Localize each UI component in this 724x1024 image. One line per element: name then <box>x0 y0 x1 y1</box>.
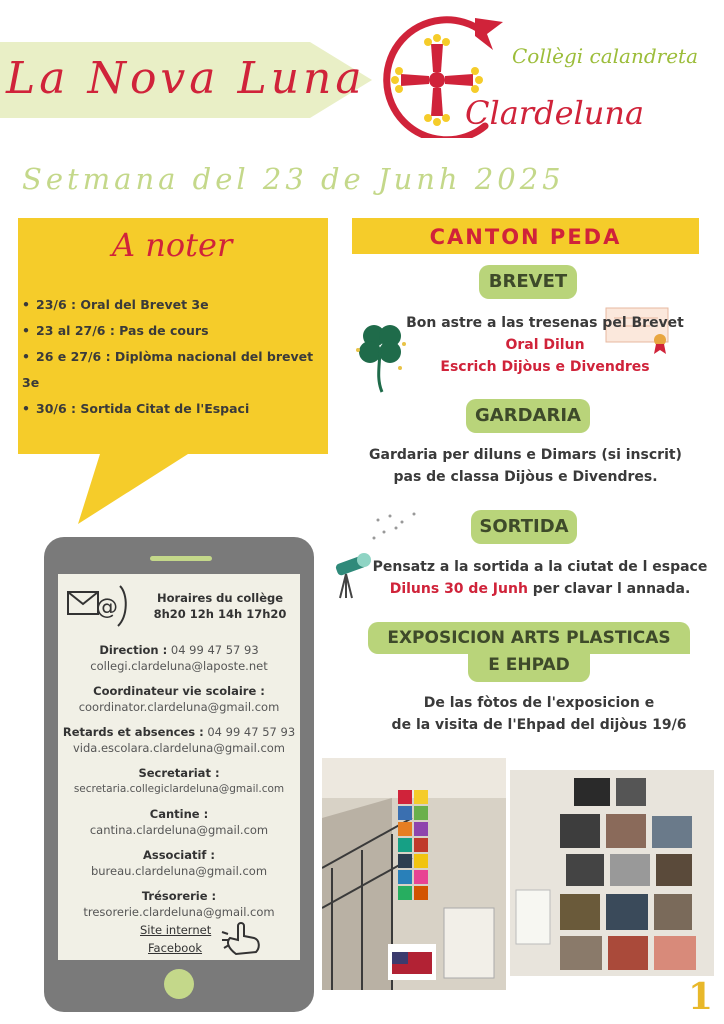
contact-list <box>58 642 300 920</box>
brevet-line1: Bon astre a las tresenas pel Brevet <box>406 315 684 331</box>
notes-list <box>22 292 332 422</box>
facebook-link[interactable]: Facebook <box>148 941 203 955</box>
hours-value: 8h20 12h 14h 17h20 <box>153 607 287 621</box>
retards-label: Retards et absences : <box>62 725 204 739</box>
retards-phone[interactable]: 04 99 47 57 93 <box>203 725 296 739</box>
page-title: La Nova Luna <box>6 53 366 104</box>
expo-label-line2: E EHPAD <box>488 655 570 675</box>
pointing-hand-icon <box>218 918 264 958</box>
sortida-line2: per clavar l annada. <box>527 581 691 597</box>
gardaria-line2: pas de classa Dijòus e Divendres. <box>393 469 658 485</box>
cantine-email[interactable]: cantina.clardeluna@gmail.com <box>89 823 269 837</box>
sortida-label: SORTIDA <box>471 510 577 544</box>
week-heading: Setmana del 23 de Junh 2025 <box>22 162 565 196</box>
treso-email[interactable]: tresorerie.clardeluna@gmail.com <box>83 905 275 919</box>
gardaria-line1: Gardaria per diluns e Dimars (si inscrit) <box>369 447 682 463</box>
note-item: • 23 al 27/6 : Pas de cours <box>22 318 332 344</box>
brevet-ecrit: Escrich Dijòus e Divendres <box>440 359 650 375</box>
note-item: • 23/6 : Oral del Brevet 3e <box>22 292 332 318</box>
phone-speaker <box>150 556 212 561</box>
expo-line2: de la visita de l'Ehpad del dijòus 19/6 <box>391 717 687 733</box>
canton-title: CANTON PEDA <box>429 225 622 249</box>
expo-label-line1: EXPOSICION ARTS PLASTICAS <box>387 628 671 648</box>
logo-name: Clardeluna <box>465 94 645 132</box>
photo-exhibition <box>510 770 714 976</box>
page-number: 1 <box>688 976 714 1018</box>
direction-email[interactable]: collegi.clardeluna@laposte.net <box>90 659 268 673</box>
sortida-date: Diluns 30 de Junh <box>389 581 528 597</box>
gardaria-label: GARDARIA <box>466 399 590 433</box>
note-item: • 26 e 27/6 : Diplòma nacional del brevet 3e <box>22 344 332 396</box>
notes-title: A noter <box>112 226 233 264</box>
website-link[interactable]: Site internet <box>140 923 212 937</box>
coord-email[interactable]: coordinator.clardeluna@gmail.com <box>78 700 280 714</box>
retards-email[interactable]: vida.escolara.clardeluna@gmail.com <box>72 741 286 755</box>
phone-home-button[interactable] <box>164 969 194 999</box>
sortida-line1: Pensatz a la sortida a la ciutat de l espace <box>372 559 708 575</box>
brevet-label: BREVET <box>479 265 577 299</box>
contact-icon <box>66 582 132 630</box>
cantine-label: Cantine : <box>149 807 209 821</box>
note-item: • 30/6 : Sortida Citat de l'Espaci <box>22 396 332 422</box>
secr-label: Secretariat : <box>138 766 220 780</box>
assoc-email[interactable]: bureau.clardeluna@gmail.com <box>90 864 268 878</box>
secr-email[interactable]: secretaria.collegiclardeluna@gmail.com <box>73 783 285 795</box>
assoc-label: Associatif : <box>142 848 216 862</box>
expo-line1: De las fòtos de l'exposicion e <box>423 695 655 711</box>
coord-label: Coordinateur vie scolaire : <box>93 684 265 698</box>
svg-text:@: @ <box>96 595 118 620</box>
direction-label: Direction : <box>99 643 168 657</box>
direction-phone[interactable]: 04 99 47 57 93 <box>167 643 259 657</box>
photo-stairwell <box>322 758 506 990</box>
treso-label: Trésorerie : <box>141 889 217 903</box>
hours-title: Horaires du collège <box>156 591 284 605</box>
brevet-oral: Oral Dilun <box>505 337 585 353</box>
logo-subtitle: Collègi calandreta <box>512 44 699 68</box>
